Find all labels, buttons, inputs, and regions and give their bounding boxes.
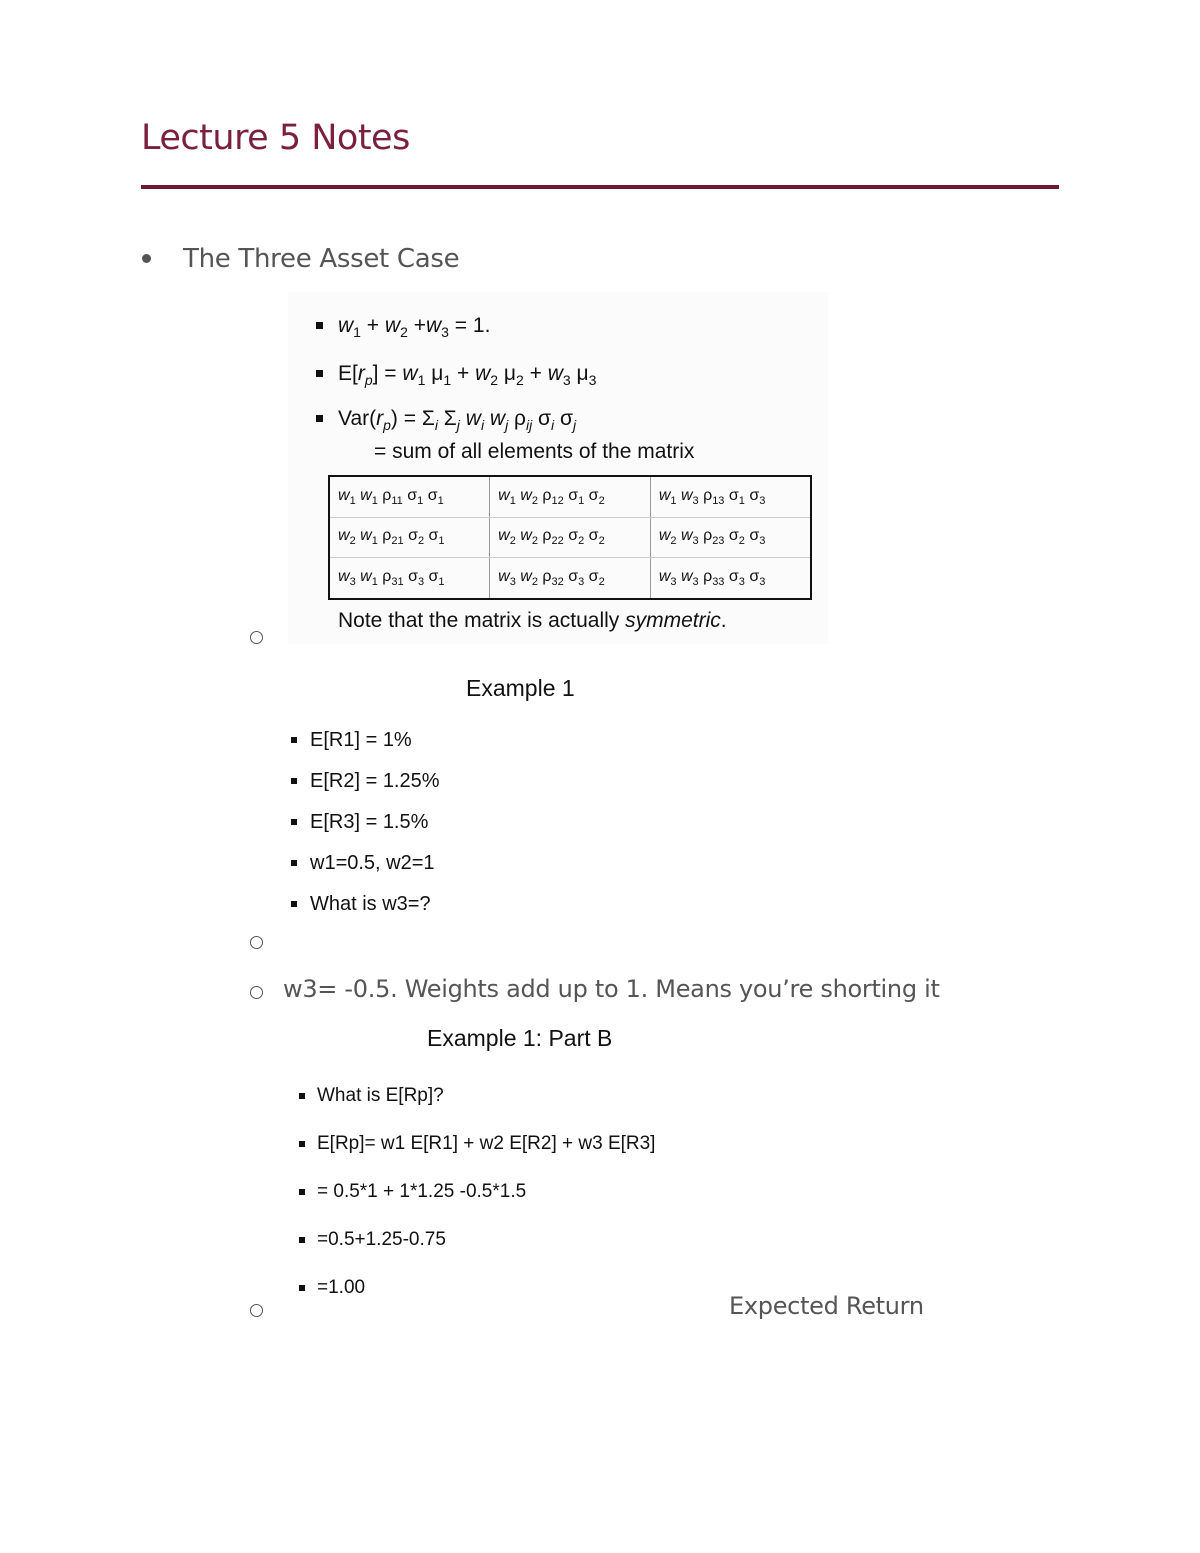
square-bullet-icon bbox=[299, 1285, 305, 1291]
square-bullet-icon bbox=[299, 1189, 305, 1195]
square-bullet-icon bbox=[316, 415, 323, 422]
section-heading: The Three Asset Case bbox=[183, 244, 460, 274]
square-bullet-icon bbox=[299, 1237, 305, 1243]
list-item: w1=0.5, w2=1 bbox=[310, 852, 435, 874]
expected-return-caption: Expected Return bbox=[729, 1292, 924, 1320]
note-suffix: . bbox=[720, 609, 727, 632]
list-item: E[R3] = 1.5% bbox=[310, 811, 429, 833]
answer-text: w3= -0.5. Weights add up to 1. Means you’re shorting it bbox=[283, 975, 940, 1003]
bullet-icon bbox=[142, 254, 151, 263]
list-item: E[R1] = 1% bbox=[310, 729, 412, 751]
formula-variance: $Var(r_p) = \Sigma_i$ $\Sigma_j$ $w_i$ $w_j$ $\rho_{ij}$ $\sigma_i$ $\sigma_j$ bbox=[338, 407, 577, 433]
list-item: E[R2] = 1.25% bbox=[310, 770, 440, 792]
square-bullet-icon bbox=[291, 901, 297, 907]
formula-weights-sum: $w_1 + w_2 +w_3 = 1$. bbox=[338, 314, 491, 340]
square-bullet-icon bbox=[291, 737, 297, 743]
matrix-cell: $w_3$ $w_3$ $\rho_{33}$ $\sigma_3$ $\sigma_3$ bbox=[650, 558, 811, 599]
matrix-row bbox=[329, 558, 811, 599]
list-item: What is E[Rp]? bbox=[317, 1085, 444, 1106]
covariance-matrix bbox=[328, 475, 812, 600]
title-divider bbox=[141, 185, 1059, 189]
circle-bullet-icon bbox=[250, 631, 263, 644]
matrix-cell: $w_3$ $w_1$ $\rho_{31}$ $\sigma_3$ $\sigma_1$ bbox=[329, 558, 490, 599]
formula-expected-return: $E[r_p] = w_1$ $\mu_1 + w_2$ $\mu_2 + w_3$ $\mu_3$ bbox=[338, 362, 597, 388]
example1b-title: Example 1: Part B bbox=[427, 1025, 613, 1051]
square-bullet-icon bbox=[299, 1141, 305, 1147]
list-item: E[Rp]= w1 E[R1] + w2 E[R2] + w3 E[R3] bbox=[317, 1133, 656, 1154]
matrix-cell: $w_1$ $w_2$ $\rho_{12}$ $\sigma_1$ $\sigma_2$ bbox=[490, 476, 651, 517]
matrix-cell: $w_1$ $w_1$ $\rho_{11}$ $\sigma_1$ $\sigma_1$ bbox=[329, 476, 490, 517]
example1-title: Example 1 bbox=[466, 675, 575, 701]
formula-sum-note: = sum of all elements of the matrix bbox=[374, 440, 695, 463]
square-bullet-icon bbox=[299, 1093, 305, 1099]
list-item: =1.00 bbox=[317, 1277, 366, 1298]
matrix-cell: $w_2$ $w_3$ $\rho_{23}$ $\sigma_2$ $\sigma_3$ bbox=[650, 517, 811, 557]
matrix-cell: $w_2$ $w_1$ $\rho_{21}$ $\sigma_2$ $\sigma_1$ bbox=[329, 517, 490, 557]
symmetric-note bbox=[338, 609, 727, 633]
square-bullet-icon bbox=[316, 322, 323, 329]
square-bullet-icon bbox=[291, 778, 297, 784]
matrix-row bbox=[329, 476, 811, 517]
page-title: Lecture 5 Notes bbox=[141, 118, 410, 158]
note-text: Note that the matrix is actually bbox=[338, 609, 626, 632]
square-bullet-icon bbox=[291, 860, 297, 866]
square-bullet-icon bbox=[316, 370, 323, 377]
matrix-cell: $w_2$ $w_2$ $\rho_{22}$ $\sigma_2$ $\sigma_2$ bbox=[490, 517, 651, 557]
matrix-row bbox=[329, 517, 811, 557]
circle-bullet-icon bbox=[250, 936, 263, 949]
list-item: = 0.5*1 + 1*1.25 -0.5*1.5 bbox=[317, 1181, 527, 1202]
list-item: =0.5+1.25-0.75 bbox=[317, 1229, 446, 1250]
square-bullet-icon bbox=[291, 819, 297, 825]
matrix-cell: $w_1$ $w_3$ $\rho_{13}$ $\sigma_1$ $\sigma_3$ bbox=[650, 476, 811, 517]
circle-bullet-icon bbox=[250, 986, 263, 999]
matrix-cell: $w_3$ $w_2$ $\rho_{32}$ $\sigma_3$ $\sigma_2$ bbox=[490, 558, 651, 599]
note-emphasis: symmetric bbox=[625, 609, 721, 632]
list-item: What is w3=? bbox=[310, 893, 431, 915]
circle-bullet-icon bbox=[250, 1304, 263, 1317]
